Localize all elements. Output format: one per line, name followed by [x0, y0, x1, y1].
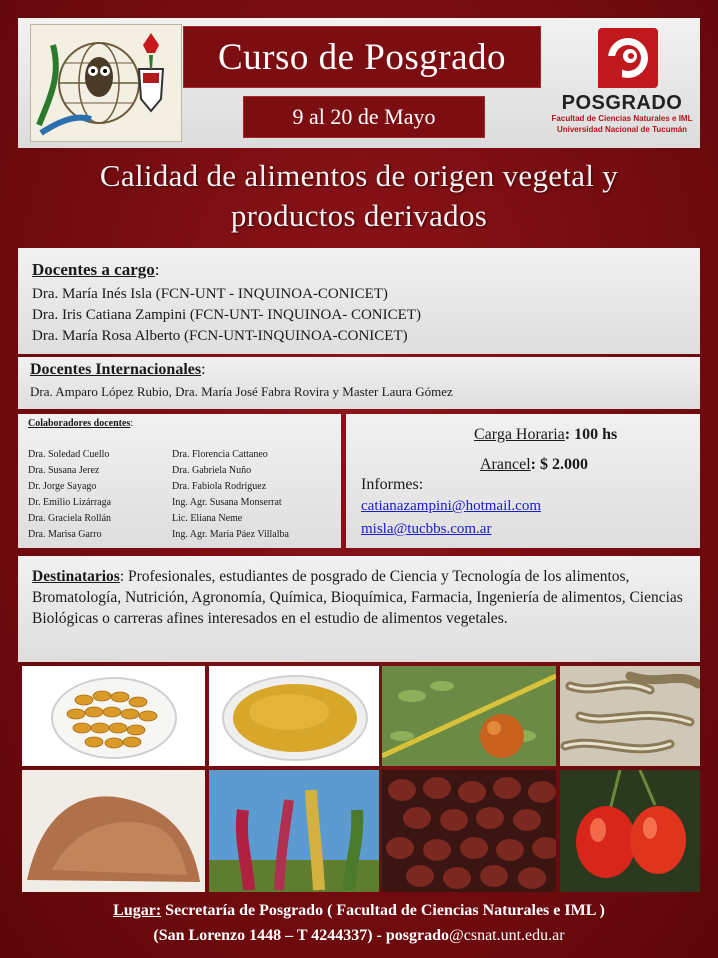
colaborador-item: Dra. Susana Jerez — [28, 465, 100, 476]
informes-label: Informes: — [361, 476, 424, 493]
docentes-panel — [18, 248, 700, 354]
posgrado-swirl-icon — [545, 26, 697, 92]
university-crest-icon — [30, 24, 182, 142]
posgrado-wordmark: POSGRADO — [561, 92, 683, 114]
dates-box — [243, 96, 485, 138]
brown-powder-photo — [22, 770, 205, 892]
posgrado-logo — [545, 26, 697, 144]
course-heading-line-1: Calidad de alimentos de origen vegetal y — [99, 158, 619, 193]
docentes-heading: Docentes a cargo: — [32, 260, 160, 279]
international-docentes-panel — [18, 357, 700, 409]
docente-item: Dra. María Inés Isla (FCN-UNT - INQUINOA-CONICET) — [32, 286, 388, 302]
course-heading — [18, 150, 700, 242]
red-seeds-photo — [382, 770, 556, 892]
colaborador-item: Dra. Soledad Cuello — [28, 449, 110, 460]
footer — [0, 898, 718, 948]
international-heading: Docentes Internacionales: — [30, 361, 206, 378]
colaborador-item: Ing. Agr. Susana Monserrat — [172, 497, 282, 508]
carga-horaria: Carga Horaria: 100 hs — [474, 426, 618, 443]
info-panel — [346, 414, 700, 548]
colaborador-item: Dr. Jorge Sayago — [28, 481, 97, 492]
colaboradores-heading: Colaboradores docentes: — [28, 418, 134, 429]
yellow-powder-photo — [209, 666, 379, 766]
course-heading-line-2: productos derivados — [230, 198, 488, 233]
docente-item: Dra. Iris Catiana Zampini (FCN-UNT- INQUINOA- CONICET) — [32, 307, 421, 323]
email-link[interactable]: misla@tucbbs.com.ar — [361, 521, 492, 537]
colaborador-item: Lic. Eliana Neme — [172, 513, 243, 524]
footer-location: Lugar: Secretaría de Posgrado ( Facultad de Ciencias Naturales e IML ) — [113, 902, 605, 919]
international-names: Dra. Amparo López Rubio, Dra. María José Fabra Rovira y Master Laura Gómez — [30, 384, 453, 399]
title-box — [183, 26, 541, 88]
tree-tomato-photo — [560, 770, 700, 892]
colaboradores-panel — [18, 414, 341, 548]
docente-item: Dra. María Rosa Alberto (FCN-UNT-INQUINOA-CONICET) — [32, 328, 408, 344]
colaborador-item: Dr. Emilio Lizárraga — [28, 497, 112, 508]
destinatarios-text: Destinatarios: Profesionales, estudiantes de posgrado de Ciencia y Tecnología de los alimentos, Bromatología, Nutrición, Agronomía, Química, Bioquímica, Farmacia, Ingeniería de alimentos, Ciencias Biológicas o carreras afines interesados en el estudio de alimentos vegetales. — [32, 568, 683, 627]
colaborador-item: Dra. Fabiola Rodríguez — [172, 481, 267, 492]
fruit-on-branch-photo — [382, 666, 556, 766]
colaborador-item: Ing. Agr. María Páez Villalba — [172, 529, 289, 540]
email-link[interactable]: catianazampini@hotmail.com — [361, 498, 541, 514]
colaborador-item: Dra. Florencia Cattaneo — [172, 449, 268, 460]
dried-pods-photo — [560, 666, 700, 766]
arancel: Arancel: $ 2.000 — [480, 456, 588, 473]
colaborador-item: Dra. Marisa Garro — [28, 529, 102, 540]
quinoa-plants-photo — [209, 770, 379, 892]
colaborador-item: Dra. Gabriela Nuño — [172, 465, 252, 476]
colaborador-item: Dra. Graciela Rollán — [28, 513, 112, 524]
faculty-name: Facultad de Ciencias Naturales e IML — [551, 114, 693, 123]
course-title: Curso de Posgrado — [217, 36, 507, 78]
destinatarios-panel — [18, 556, 700, 662]
footer-address: (San Lorenzo 1448 – T 4244337) - posgrado@csnat.unt.edu.ar — [153, 927, 565, 944]
capsules-photo — [22, 666, 205, 766]
university-name: Universidad Nacional de Tucumán — [556, 125, 688, 134]
course-dates: 9 al 20 de Mayo — [292, 104, 436, 129]
